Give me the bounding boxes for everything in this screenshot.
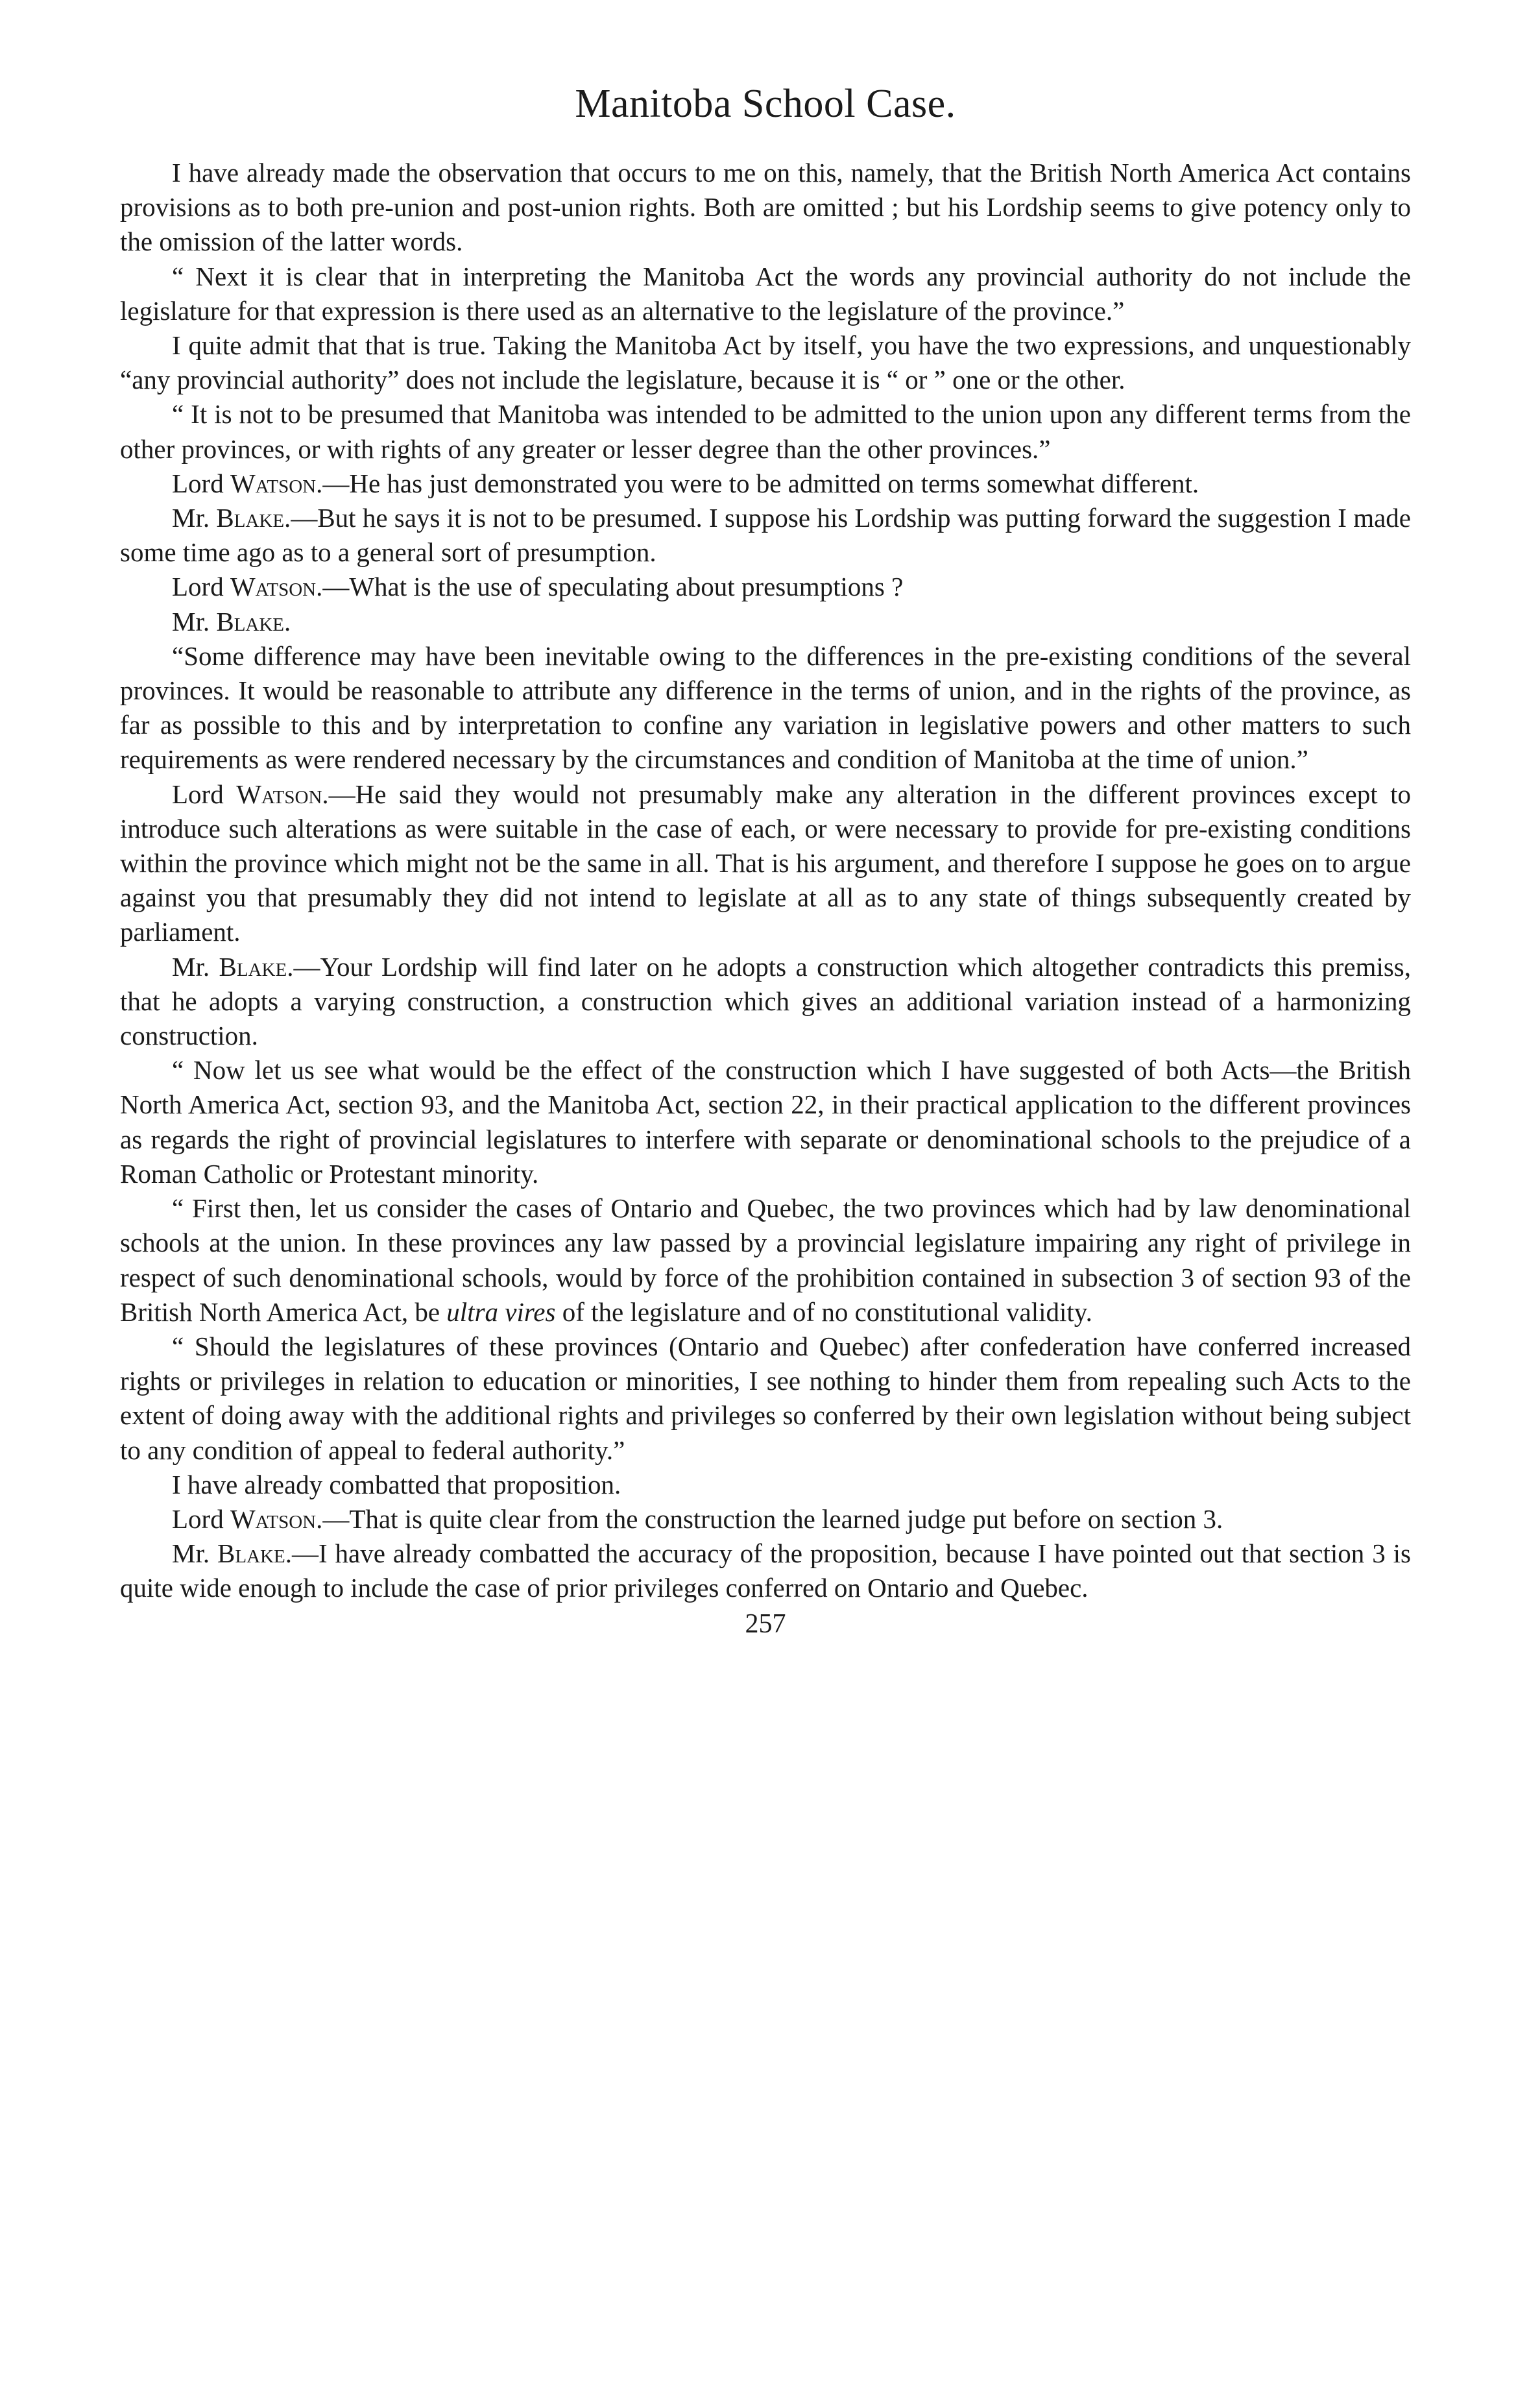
quoted-paragraph	[120, 639, 1411, 777]
dialogue-paragraph	[120, 467, 1411, 501]
paragraph-text: I have already made the observation that occurs to me on this, namely, that the British North America Act contains provisions as to both pre-union and post-union rights. Both are omitted ; but his Lordship seems to give potency only to the omission of the latter words.	[120, 158, 1411, 257]
speaker-name: Blake.	[217, 1538, 292, 1569]
paragraph-text: I have already combatted that proposition.	[172, 1469, 621, 1499]
paragraph-text: —Your Lordship will find later on he adopts a construction which altogether contradicts this premiss, that he adopts a varying construction, a construction which gives an additional variation instead of a harmonizing construction.	[120, 951, 1411, 1051]
paragraph-text: of the legislature and of no constitutional validity.	[555, 1296, 1092, 1327]
speaker-title: Lord	[172, 468, 224, 498]
speaker-title: Lord	[172, 572, 224, 602]
paragraph-text: “ First then, let us consider the cases of Ontario and Quebec, the two provinces which had by law denominational schools at the union. In these provinces any law passed by a provincial legislature impairing any right of privilege in respect of such denominational schools, would by force of the prohibition contained in subsection 3 of section 93 of the British North America Act, be	[120, 1193, 1411, 1327]
paragraph-text: “ Next it is clear that in interpreting the Manitoba Act the words any provincial authority do not include the legislature for that expression is there used as an alternative to the legislature of the province.”	[120, 261, 1411, 326]
dialogue-paragraph	[120, 570, 1411, 604]
quoted-paragraph	[120, 1053, 1411, 1191]
speaker-title: Lord	[172, 779, 224, 809]
paragraph-text: —That is quite clear from the construction the learned judge put before on section 3.	[322, 1503, 1223, 1534]
speaker-name: Watson.	[230, 1503, 323, 1534]
quoted-paragraph	[120, 397, 1411, 466]
dialogue-paragraph	[120, 1502, 1411, 1536]
speaker-name: Blake.	[216, 503, 291, 533]
quoted-paragraph	[120, 1191, 1411, 1329]
paragraph-text: “ It is not to be presumed that Manitoba was intended to be admitted to the union upon any different terms from the other provinces, or with rights of any greater or lesser degree than the other provinces.”	[120, 399, 1411, 464]
paragraph-text: I quite admit that that is true. Taking the Manitoba Act by itself, you have the two expressions, and unquestionably “any provincial authority” does not include the legislature, because it is “ or ” one or the other.	[120, 330, 1411, 395]
dialogue-paragraph	[120, 777, 1411, 950]
paragraph-text: —He has just demonstrated you were to be admitted on terms somewhat different.	[322, 468, 1199, 498]
paragraph	[120, 1468, 1411, 1502]
page	[120, 78, 1411, 1642]
dialogue-paragraph	[120, 950, 1411, 1054]
speaker-title: Mr.	[172, 951, 210, 982]
paragraph	[120, 328, 1411, 397]
quoted-paragraph	[120, 1329, 1411, 1468]
paragraph-text: “ Now let us see what would be the effect of the construction which I have suggested of both Acts—the British North America Act, section 93, and the Manitoba Act, section 22, in their practical application to the different provinces as regards the right of provincial legislatures to interfere with separate or denominational schools to the prejudice of a Roman Catholic or Protestant minority.	[120, 1055, 1411, 1189]
latin-phrase: ultra vires	[446, 1296, 556, 1327]
speaker-title: Mr.	[172, 503, 210, 533]
speaker-name: Blake.	[216, 606, 291, 637]
paragraph-text: —What is the use of speculating about presumptions ?	[322, 572, 904, 602]
dialogue-paragraph	[120, 501, 1411, 570]
paragraph-text: —But he says it is not to be presumed. I suppose his Lordship was putting forward the suggestion I made some time ago as to a general sort of presumption.	[120, 503, 1412, 568]
paragraph	[120, 156, 1411, 260]
speaker-name: Blake.	[219, 951, 294, 982]
paragraph-text: —He said they would not presumably make any alteration in the different provinces except to introduce such alterations as were suitable in the case of each, or were necessary to provide for pre-existing conditions within the province which might not be the same in all. That is his argument, and therefore I suppose he goes on to argue against you that presumably they did not intend to legislate at all as to any state of things subsequently created by parliament.	[120, 779, 1412, 947]
dialogue-paragraph	[120, 1536, 1411, 1605]
quoted-paragraph	[120, 260, 1411, 328]
speaker-title: Mr.	[172, 606, 210, 637]
paragraph-text: “ Should the legislatures of these provinces (Ontario and Quebec) after confederation have conferred increased rights or privileges in relation to education or minorities, I see nothing to hinder them from repealing such Acts to the extent of doing away with the additional rights and privileges so conferred by their own legislation without being subject to any condition of appeal to federal authority.”	[120, 1331, 1411, 1465]
speaker-name: Watson.	[230, 468, 323, 498]
running-header: Manitoba School Case.	[575, 82, 956, 126]
speaker-title: Mr.	[172, 1538, 210, 1569]
page-number: 257	[745, 1608, 786, 1639]
paragraph-text: —I have already combatted the accuracy of the proposition, because I have pointed out that section 3 is quite wide enough to include the case of prior privileges conferred on Ontario and Quebec.	[120, 1538, 1411, 1603]
paragraph-text: “Some difference may have been inevitable owing to the differences in the pre-existing conditions of the several provinces. It would be reasonable to attribute any difference in the terms of union, and in the rights of the province, as far as possible to this and by interpretation to confine any variation in legislative powers and other matters to such requirements as were rendered necessary by the circumstances and condition of Manitoba at the time of union.”	[120, 640, 1411, 775]
dialogue-paragraph	[120, 605, 1411, 639]
speaker-name: Watson.	[236, 779, 329, 809]
speaker-title: Lord	[172, 1503, 224, 1534]
speaker-name: Watson.	[230, 572, 323, 602]
